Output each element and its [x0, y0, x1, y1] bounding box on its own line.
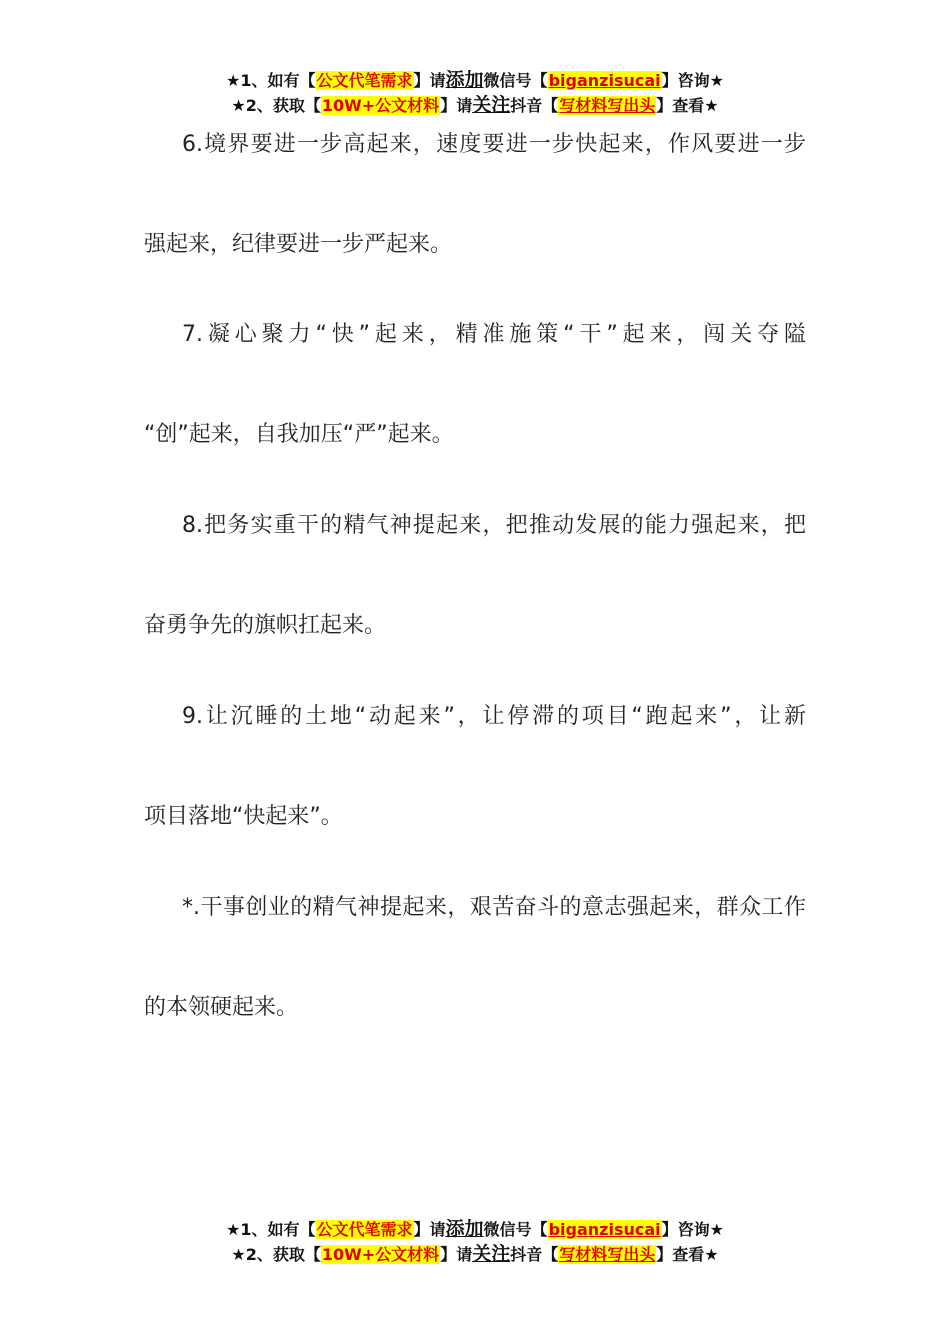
footer-text: 抖音【	[510, 1245, 559, 1264]
paragraph-line: 奋勇争先的旗帜扛起来。	[144, 613, 387, 638]
emphasis-add: 添加	[445, 69, 484, 91]
header-text: 】咨询★	[661, 71, 724, 90]
douyin-account: 写材料写出头	[559, 96, 656, 115]
footer-text: ★1、如有【	[226, 1220, 316, 1239]
wechat-id: biganzisucai	[548, 71, 661, 90]
paragraph-line: 7.凝心聚力“快”起来，精准施策“干”起来，闯关夺隘	[182, 322, 806, 347]
douyin-account: 写材料写出头	[559, 1245, 656, 1264]
header-line-2	[0, 93, 950, 118]
header-text: 】请	[413, 71, 446, 90]
footer-text: ★2、获取【	[231, 1245, 321, 1264]
emphasis-add: 添加	[445, 1218, 484, 1240]
footer-text: 】咨询★	[661, 1220, 724, 1239]
header-text: 抖音【	[510, 96, 559, 115]
footer-text: 微信号【	[483, 1220, 548, 1239]
footer-line-2	[0, 1242, 950, 1267]
paragraph-line: “创”起来，自我加压“严”起来。	[144, 422, 454, 447]
footer-text: 】请	[413, 1220, 446, 1239]
header-line-1	[0, 68, 950, 93]
header-banner	[0, 68, 950, 118]
paragraph-line: 强起来，纪律要进一步严起来。	[144, 232, 453, 257]
footer-text: 】查看★	[656, 1245, 719, 1264]
header-text: ★1、如有【	[226, 71, 316, 90]
footer-text: 】请	[440, 1245, 473, 1264]
header-text: ★2、获取【	[231, 96, 321, 115]
paragraph-line: 6.境界要进一步高起来，速度要进一步快起来，作风要进一步	[182, 132, 806, 157]
wechat-id: biganzisucai	[548, 1220, 661, 1239]
paragraph-line: 9.让沉睡的土地“动起来”，让停滞的项目“跑起来”，让新	[182, 704, 806, 729]
paragraph-line: *.干事创业的精气神提起来，艰苦奋斗的意志强起来，群众工作	[182, 895, 806, 920]
footer-banner	[0, 1217, 950, 1267]
emphasis-follow: 关注	[472, 94, 511, 116]
highlight-service: 公文代笔需求	[316, 71, 413, 90]
header-text: 】请	[440, 96, 473, 115]
highlight-service: 公文代笔需求	[316, 1220, 413, 1239]
header-text: 】查看★	[656, 96, 719, 115]
highlight-materials: 10W+公文材料	[321, 96, 440, 115]
paragraph-line: 项目落地“快起来”。	[144, 804, 343, 829]
highlight-materials: 10W+公文材料	[321, 1245, 440, 1264]
paragraph-line: 的本领硬起来。	[144, 995, 299, 1020]
emphasis-follow: 关注	[472, 1243, 511, 1265]
paragraph-line: 8.把务实重干的精气神提起来，把推动发展的能力强起来，把	[182, 513, 806, 538]
header-text: 微信号【	[483, 71, 548, 90]
footer-line-1	[0, 1217, 950, 1242]
